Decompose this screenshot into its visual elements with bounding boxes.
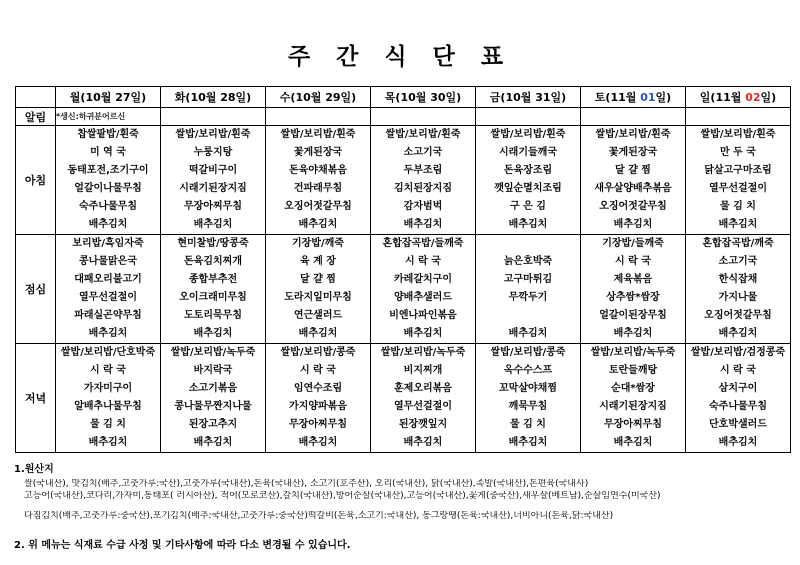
row-label-breakfast: 아침 (16, 126, 56, 235)
meal-cell-dinner-wed: 쌀밥/보리밥/콩죽 시 락 국 임연수조림 가지양파볶음 무장아찌무침 배추김치 (266, 344, 371, 453)
footer (14, 460, 800, 551)
day-header-row (16, 87, 791, 108)
day-header-fri: 금(10월 31일) (476, 87, 581, 108)
day-header-mon: 월(10월 27일) (56, 87, 161, 108)
saturday-date-number: 01 (640, 91, 656, 104)
dinner-row (16, 344, 791, 453)
meal-cell-dinner-fri: 쌀밥/보리밥/콩죽 옥수수스프 꼬막살야채찜 깨묵무침 물 김 치 배추김치 (476, 344, 581, 453)
corner-cell (16, 87, 56, 108)
day-header-thu: 목(10월 30일) (371, 87, 476, 108)
meal-cell-lunch-sun: 혼합잡곡밥/깨죽 소고기국 한식잡채 가지나물 오징어젓갈무침 배추김치 (686, 235, 791, 344)
notice-cell-empty (266, 108, 371, 126)
meal-cell-breakfast-thu: 쌀밥/보리밥/흰죽 소고기국 두부조림 김치된장지짐 감자범벅 배추김치 (371, 126, 476, 235)
meal-cell-breakfast-wed: 쌀밥/보리밥/흰죽 꽃게된장국 돈육야채볶음 건파래무침 오징어젓갈무침 배추김치 (266, 126, 371, 235)
meal-cell-lunch-tue: 현미찰밥/땅콩죽 돈육김치찌개 종합부추전 오이크래미무침 도토리묵무침 배추김치 (161, 235, 266, 344)
day-header-wed: 수(10월 29일) (266, 87, 371, 108)
meal-cell-dinner-mon: 쌀밥/보리밥/단호박죽 시 락 국 가자미구이 알배추나물무침 물 김 치 배추김치 (56, 344, 161, 453)
notice-cell-empty (476, 108, 581, 126)
meal-cell-lunch-fri: 늙은호박죽 고구마튀김 무깍두기 배추김치 (476, 235, 581, 344)
origin-section-title: 1.원산지 (14, 464, 54, 475)
origin-line-2: 고등어(국내산),코다리,가자미,동태포( 러시아산), 적어(모로코산),갈치(국내산),방어순살(국내산),고등어(국내산),꽃게(중국산),새우살(베트남),순살임연수(미국산) (24, 490, 661, 501)
weekly-menu-table (15, 86, 791, 453)
meal-cell-dinner-sat: 쌀밥/보리밥/녹두죽 토란들깨탕 순대*쌈장 시래기된장지짐 무장아찌무침 배추김치 (581, 344, 686, 453)
page-title: 주 간 식 단 표 (287, 44, 513, 70)
row-label-lunch: 점심 (16, 235, 56, 344)
meal-cell-lunch-thu: 혼합잡곡밥/들깨죽 시 락 국 카레갈치구이 양배추샐러드 비엔나파인볶음 배추김치 (371, 235, 476, 344)
row-label-notice: 알림 (16, 108, 56, 126)
origin-line-1: 쌀(국내산), 맛김치(배추,고춧가루:국산),고춧가루(국내산),돈육(국내산), 소고기(호주산), 오리(국내산), 닭(국내산),족발(국내산),돈편육(국내사) (24, 479, 589, 489)
breakfast-row (16, 126, 791, 235)
day-header-sat: 토(11월 01일) (581, 87, 686, 108)
menu-change-note: 2. 위 메뉴는 식재료 수급 사정 및 기타사항에 따라 다소 변경될 수 있습니다. (14, 539, 351, 551)
meal-cell-breakfast-sun: 쌀밥/보리밥/흰죽 만 두 국 닭살고구마조림 열무선걸절이 물 김 치 배추김치 (686, 126, 791, 235)
notice-row (16, 108, 791, 126)
meal-cell-breakfast-tue: 쌀밥/보리밥/흰죽 누룽지탕 떡갈비구이 시래기된장지짐 무장아찌무침 배추김치 (161, 126, 266, 235)
notice-cell-empty (371, 108, 476, 126)
day-header-tue: 화(10월 28일) (161, 87, 266, 108)
notice-cell-empty (581, 108, 686, 126)
notice-cell-empty (686, 108, 791, 126)
sunday-date-number: 02 (745, 91, 761, 104)
meal-cell-dinner-sun: 쌀밥/보리밥/검정콩죽 시 락 국 삼치구이 숙주나물무침 단호박샐러드 배추김치 (686, 344, 791, 453)
row-label-dinner: 저녁 (16, 344, 56, 453)
meal-cell-dinner-thu: 쌀밥/보리밥/녹두죽 비지찌개 훈제오리볶음 열무선걸절이 된장깻잎지 배추김치 (371, 344, 476, 453)
notice-cell-empty (161, 108, 266, 126)
origin-line-3: 다짐김치(배추,고춧가루:중국산),포기김치(배추:국내산,고춧가루:중국산)떡갈비(돈육,소고기:국내산), 동그랑땡(돈육:국내산),너비아니(돈육,닭:국내산) (24, 511, 614, 521)
meal-cell-lunch-mon: 보리밥/흑임자죽 콩나물맑은국 대패오리불고기 열무선걸절이 파래실곤약무침 배추김치 (56, 235, 161, 344)
meal-cell-breakfast-mon: 찹쌀팥밥/흰죽 미 역 국 동태포전,조기구이 얼갈이나물무침 숙주나물무침 배추김치 (56, 126, 161, 235)
meal-cell-dinner-tue: 쌀밥/보리밥/녹두죽 바지락국 소고기볶음 콩나물무짠지나물 된장고추지 배추김치 (161, 344, 266, 453)
lunch-row (16, 235, 791, 344)
meal-cell-breakfast-fri: 쌀밥/보리밥/흰죽 시래기들깨국 돈육장조림 깻잎순멸치조림 구 은 김 배추김치 (476, 126, 581, 235)
day-header-sun: 일(11월 02일) (686, 87, 791, 108)
meal-cell-breakfast-sat: 쌀밥/보리밥/흰죽 꽃게된장국 달 걀 찜 새우살양배추볶음 오징어젓갈무침 배추김치 (581, 126, 686, 235)
meal-cell-lunch-wed: 기장밥/깨죽 육 계 장 달 걀 찜 도라지일미무침 연근샐러드 배추김치 (266, 235, 371, 344)
meal-cell-lunch-sat: 기장밥/들깨죽 시 락 국 제육볶음 상추쌈*쌈장 얼갈이된장무침 배추김치 (581, 235, 686, 344)
birthday-notice: *생신:하귀분어르신 (56, 108, 161, 126)
